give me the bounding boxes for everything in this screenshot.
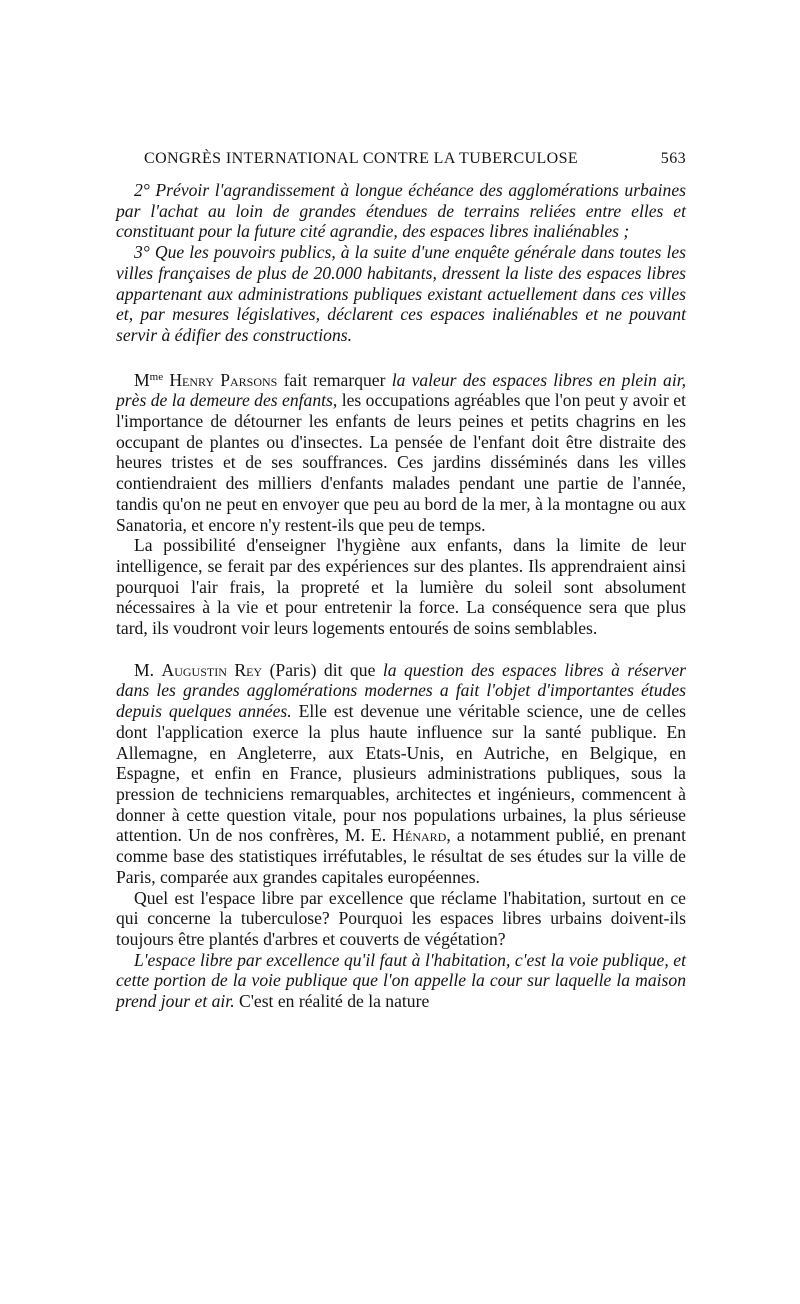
page-number: 563	[660, 150, 686, 167]
cited-name-henard: Hénard	[392, 825, 447, 846]
speaker-name: Henry Parsons	[169, 369, 278, 390]
parsons-italic: la valeur des espaces libres en plein air, près de la demeure des enfants,	[116, 369, 687, 411]
rey-paragraph-2	[116, 888, 686, 950]
speaker-title-superscript: me	[149, 370, 164, 383]
body-text	[116, 180, 686, 1012]
rey-place: (Paris) dit que	[269, 659, 376, 680]
speaker-name: Augustin Rey	[161, 659, 263, 680]
rey-text-end: C'est en réalité de la nature	[239, 991, 430, 1012]
resolution-item-3	[116, 242, 686, 346]
section-gap	[116, 639, 686, 660]
parsons-text-b: les occupations agréables que l'on peut y avoir et l'importance de détourner les enfants de leurs peines et petits chagrins en les occupant de plantes ou d'insectes. La pensée de l'enfant doit être distraite des heures tristes et de ses souffrances. Ces jardins disséminés dans les villes contiendraient des milliers d'enfants malades pendant une partie de l'année, tandis qu'on ne peut en envoyer que peu au bord de la mer, à la montagne ou aux Sanatoria, et encore n'y restent-ils que peu de temps.	[116, 390, 686, 535]
parsons-text-a: fait remarquer	[283, 369, 386, 390]
book-page	[116, 150, 686, 1012]
parsons-paragraph-1	[116, 367, 686, 536]
rey-paragraph-2-text: Quel est l'espace libre par excellence que réclame l'habitation, surtout en ce qui concerne la tuberculose? Pourquoi les espaces libres urbains doivent-ils toujours être plantés d'arbres et couverts de végétation?	[116, 887, 686, 949]
rey-text-c: , a notamment publié, en prenant comme base des statistiques irréfutables, le résultat de ses études sur la ville de Paris, comparée aux grandes capitales européennes.	[116, 825, 686, 887]
section-gap	[116, 346, 686, 367]
resolution-item-2	[116, 180, 686, 242]
page-header	[116, 150, 686, 176]
rey-italic-2: L'espace libre par excellence qu'il faut à l'habitation, c'est la voie publique, et cette portion de la voie publique que l'on appelle la cour sur laquelle la maison prend jour et air.	[116, 949, 686, 1012]
resolution-item-2-text: 2° Prévoir l'agrandissement à longue échéance des agglomérations urbaines par l'achat au loin de grandes étendues de terrains reliées entre elles et constituant pour la future cité agrandie, des espaces libres inaliénables ;	[116, 180, 686, 242]
rey-text-b: Elle est devenue une véritable science, une de celles dont l'application exerce la plus haute influence sur la santé publique. En Allemagne, en Angleterre, aux Etats-Unis, en Autriche, en Belgique, en Espagne, et enfin en France, plusieurs administrations publiques, sous la pression de techniciens remarquables, architectes et ingénieurs, commencent à donner à cette question vitale, pour nos populations urbaines, la plus sérieuse attention. Un de nos confrères, M. E.	[116, 701, 686, 846]
running-title: CONGRÈS INTERNATIONAL CONTRE LA TUBERCULOSE	[144, 150, 579, 167]
rey-paragraph-1	[116, 660, 686, 888]
speaker-title: M.	[134, 659, 155, 680]
parsons-paragraph-2	[116, 535, 686, 639]
rey-paragraph-3	[116, 950, 686, 1012]
parsons-paragraph-2-text: La possibilité d'enseigner l'hygiène aux enfants, dans la limite de leur intelligence, se ferait par des expériences sur des plantes. Ils apprendraient ainsi pourquoi l'air frais, la propreté et la lumière du soleil sont absolument nécessaires à la vie et pour entretenir la force. La conséquence sera que plus tard, ils voudront voir leurs logements entourés de soins semblables.	[116, 535, 686, 639]
rey-italic: la question des espaces libres à réserver dans les grandes agglomérations modernes a fait l'objet d'importantes études depuis quelques années.	[116, 659, 686, 722]
speaker-title: M	[134, 369, 150, 390]
resolution-item-3-text: 3° Que les pouvoirs publics, à la suite d'une enquête générale dans toutes les villes françaises de plus de 20.000 habitants, dressent la liste des espaces libres appartenant aux administrations publiques existant actuellement dans ces villes et, par mesures législatives, déclarent ces espaces inaliénables et ne pouvant servir à édifier des constructions.	[116, 242, 686, 345]
